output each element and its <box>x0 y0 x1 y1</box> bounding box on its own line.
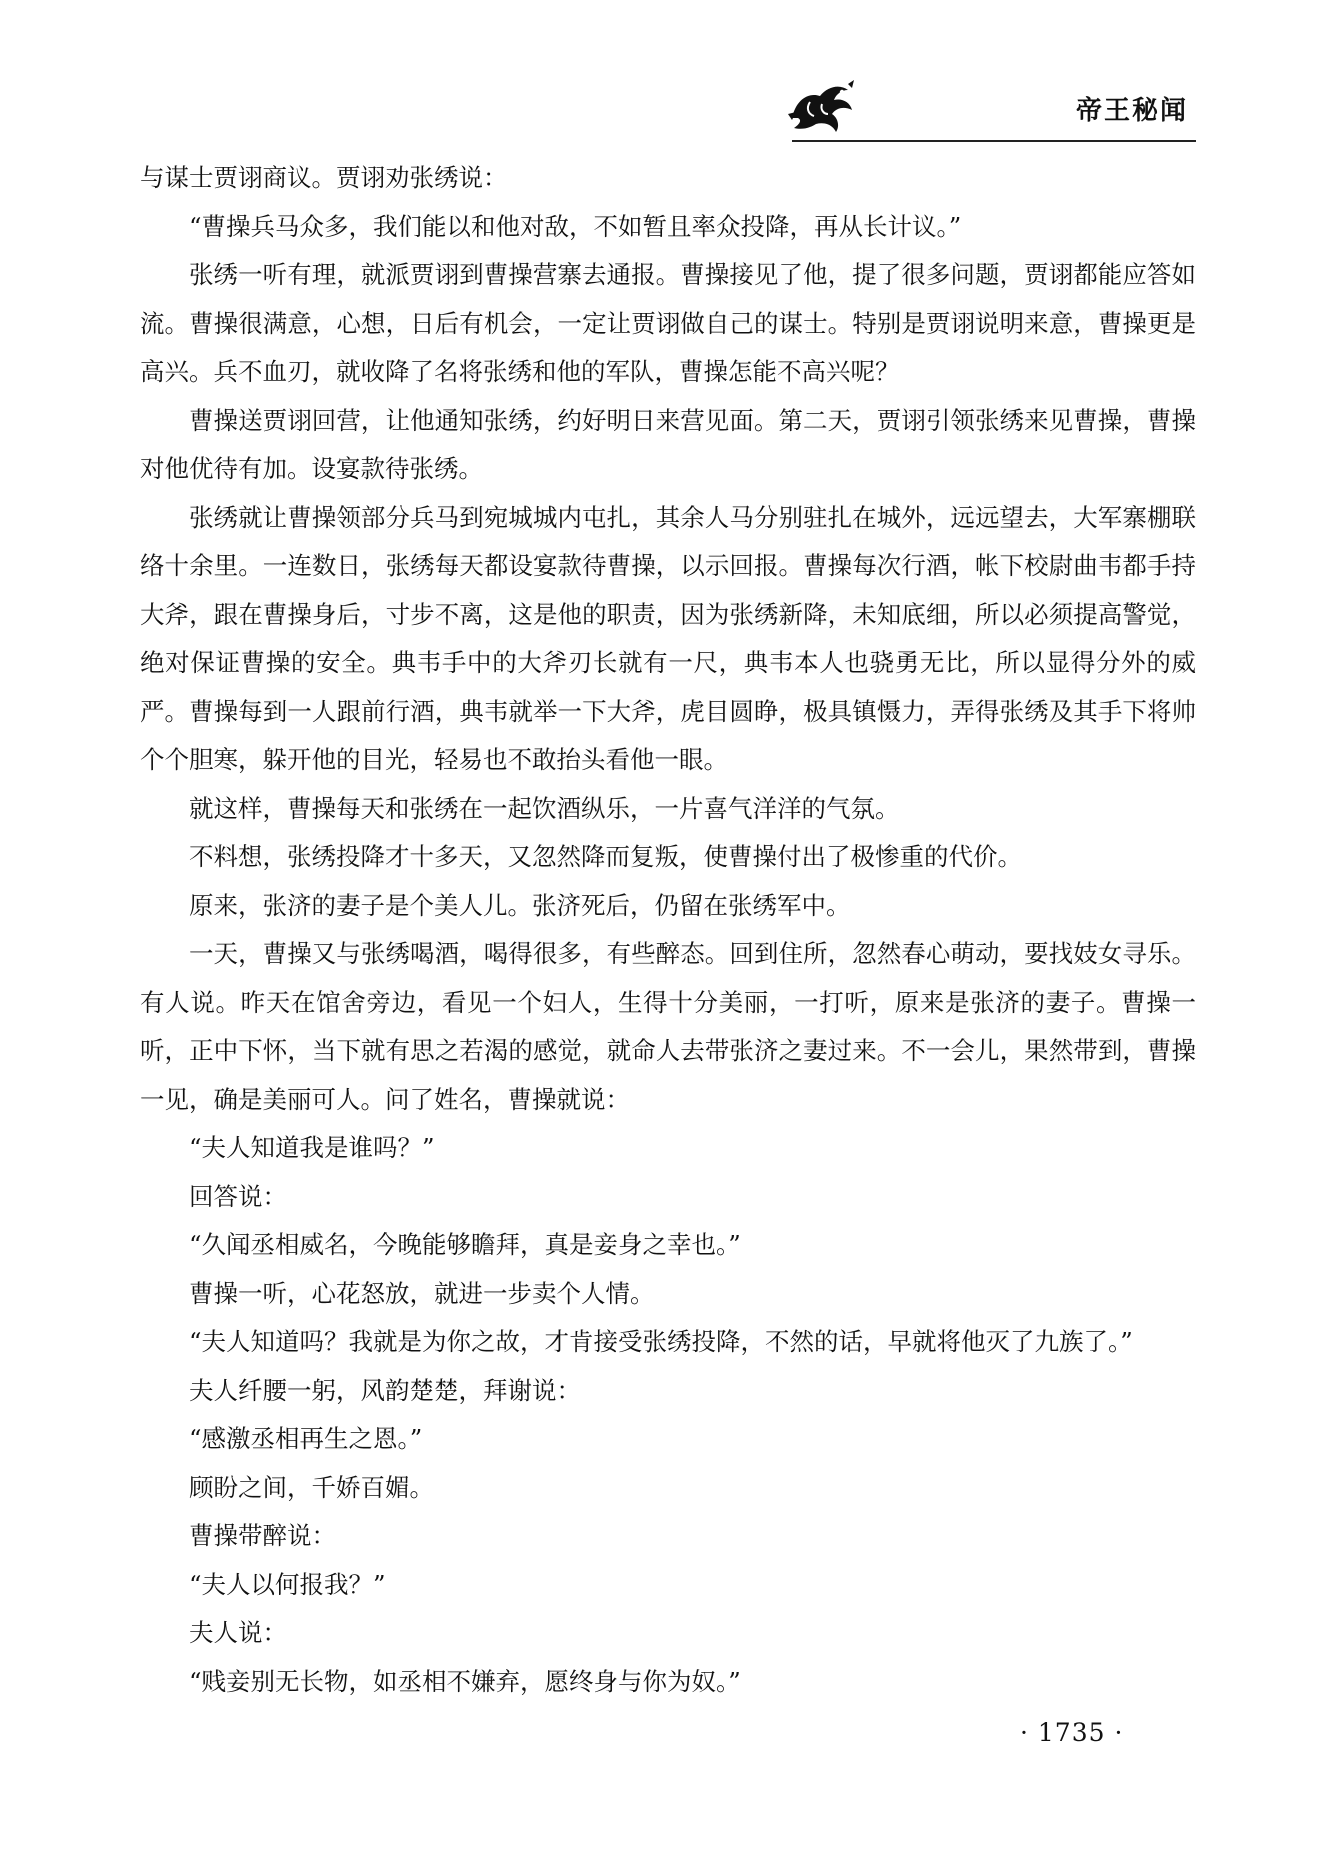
paragraph: 一天，曹操又与张绣喝酒，喝得很多，有些醉态。回到住所，忽然春心萌动，要找妓女寻乐。有人说。昨天在馆舍旁边，看见一个妇人，生得十分美丽，一打听，原来是张济的妻子。曹操一听，正中下怀，当下就有思之若渴的感觉，就命人去带张济之妻过来。不一会儿，果然带到，曹操一见，确是美丽可人。问了姓名，曹操就说： <box>140 939 1196 1114</box>
paragraph: 张绣就让曹操领部分兵马到宛城城内屯扎，其余人马分别驻扎在城外，远远望去，大军寨棚联络十余里。一连数日，张绣每天都设宴款待曹操，以示回报。曹操每次行酒，帐下校尉曲韦都手持大斧，跟在曹操身后，寸步不离，这是他的职责，因为张绣新降，未知底细，所以必须提高警觉，绝对保证曹操的安全。典韦手中的大斧刃长就有一尺，典韦本人也骁勇无比，所以显得分外的威严。曹操每到一人跟前行酒，典韦就举一下大斧，虎目圆睁，极具镇慑力，弄得张绣及其手下将帅个个胆寒，躲开他的目光，轻易也不敢抬头看他一眼。 <box>140 502 1196 774</box>
page-header <box>786 78 1196 150</box>
paragraph: 曹操带醉说： <box>189 1521 336 1550</box>
paragraph: 原来，张济的妻子是个美人儿。张济死后，仍留在张绣军中。 <box>189 890 851 920</box>
dragon-emblem-icon <box>786 78 858 134</box>
paragraph: 与谋士贾诩商议。贾诩劝张绣说： <box>140 163 508 192</box>
paragraph: 就这样，曹操每天和张绣在一起饮酒纵乐，一片喜气洋洋的气氛。 <box>189 793 900 823</box>
paragraph: 曹操送贾诩回营，让他通知张绣，约好明日来营见面。第二天，贾诩引领张绣来见曹操，曹操对他优待有加。设宴款待张绣。 <box>140 405 1196 483</box>
paragraph: 回答说： <box>189 1181 287 1211</box>
paragraph: 夫人纤腰一躬，风韵楚楚，拜谢说： <box>189 1375 581 1405</box>
paragraph: “贱妾别无长物，如丞相不嫌弃，愿终身与你为奴。” <box>189 1666 741 1696</box>
paragraph: “夫人以何报我？” <box>189 1569 386 1599</box>
paragraph: “感激丞相再生之恩。” <box>189 1424 423 1453</box>
paragraph: 顾盼之间，千娇百媚。 <box>189 1472 434 1502</box>
paragraph: 张绣一听有理，就派贾诩到曹操营寨去通报。曹操接见了他，提了很多问题，贾诩都能应答如流。曹操很满意，心想，日后有机会，一定让贾诩做自己的谋士。特别是贾诩说明来意，曹操更是高兴。兵不血刃，就收降了名将张绣和他的军队，曹操怎能不高兴呢？ <box>140 260 1196 386</box>
header-rule <box>792 140 1196 142</box>
paragraph: “久闻丞相威名，今晚能够瞻拜，真是妾身之幸也。” <box>189 1230 741 1259</box>
paragraph: “曹操兵马众多，我们能以和他对敌，不如暂且率众投降，再从长计议。” <box>189 211 962 241</box>
paragraph: “夫人知道吗？我就是为你之故，才肯接受张绣投降，不然的话，早就将他灭了九族了。” <box>189 1327 1133 1356</box>
paragraph: 曹操一听，心花怒放，就进一步卖个人情。 <box>189 1278 655 1308</box>
paragraph: “夫人知道我是谁吗？” <box>189 1133 435 1162</box>
paragraph: 夫人说： <box>189 1618 287 1647</box>
body-text <box>140 154 1196 1706</box>
running-head-title: 帝王秘闻 <box>1075 96 1188 126</box>
page-number: · 1735 · <box>1020 1718 1124 1747</box>
paragraph: 不料想，张绣投降才十多天，又忽然降而复叛，使曹操付出了极惨重的代价。 <box>189 842 1022 871</box>
